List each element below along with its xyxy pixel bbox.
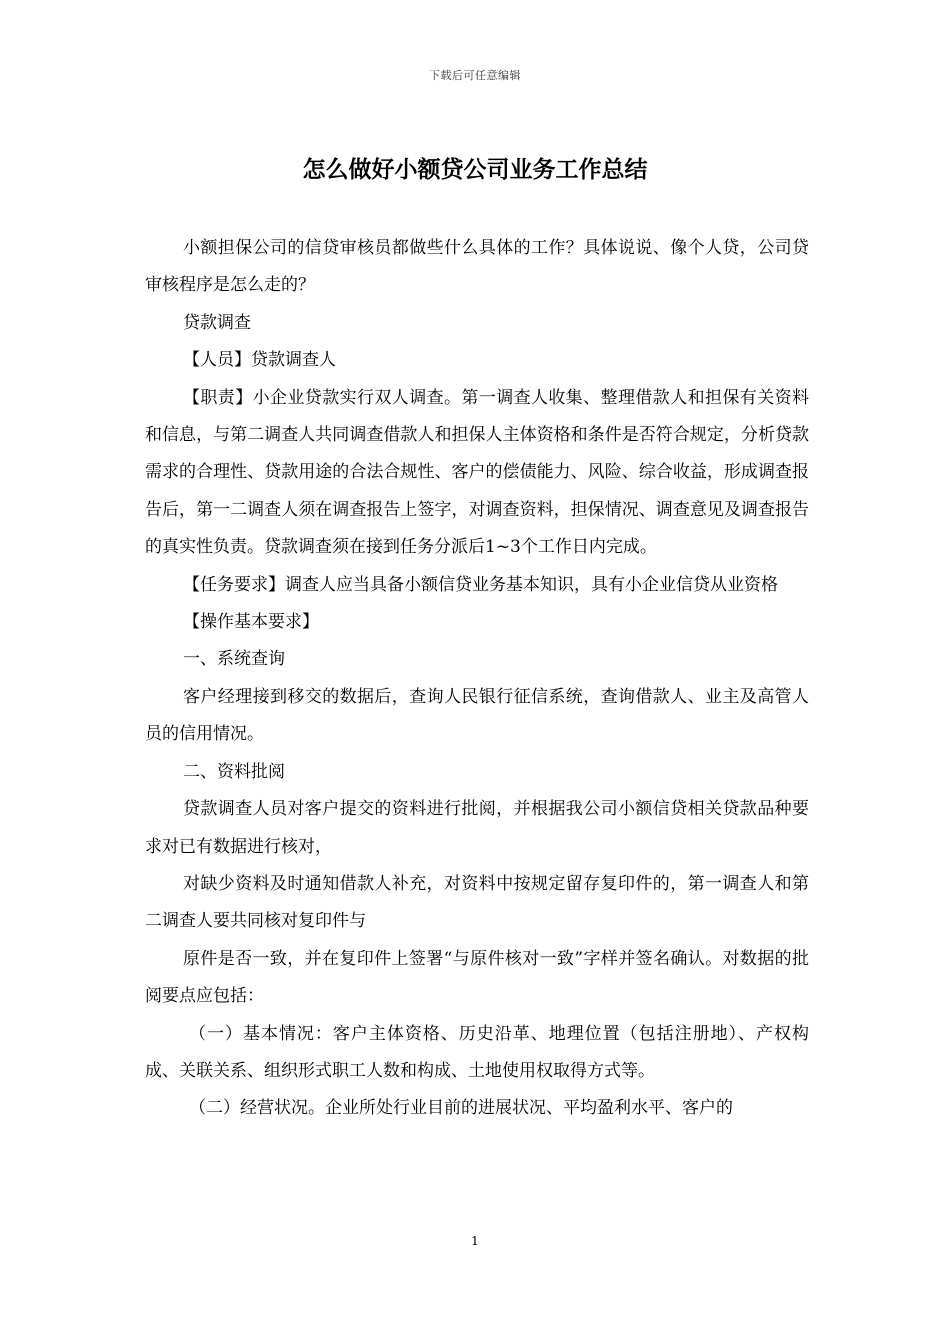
paragraph-system-query: 客户经理接到移交的数据后，查询人民银行征信系统，查询借款人、业主及高管人员的信用情况。 (145, 686, 809, 745)
section-heading-loan-investigation: 贷款调查 (183, 312, 251, 333)
paragraph-document-review: 贷款调查人员对客户提交的资料进行批阅，并根据我公司小额信贷相关贷款品种要求对已有数据进行核对， (145, 799, 809, 857)
section-heading-system-query: 一、系统查询 (183, 649, 285, 670)
document-title: 怎么做好小额贷公司业务工作总结 (302, 157, 648, 183)
page-header-note: 下载后可任意编辑 (429, 69, 521, 82)
paragraph-task-requirements: 【任务要求】调查人应当具备小额信贷业务基本知识，具有小企业信贷从业资格 (183, 574, 778, 595)
paragraph-operating-status: （二）经营状况。企业所处行业目前的进展状况、平均盈利水平、客户的 (189, 1098, 733, 1119)
paragraph-intro-question: 小额担保公司的信贷审核员都做些什么具体的工作？具体说说、像个人贷，公司贷审核程序是怎么走的？ (145, 238, 809, 296)
paragraph-operation-requirements: 【操作基本要求】 (183, 612, 319, 633)
paragraph-duties: 【职责】小企业贷款实行双人调查。第一调查人收集、整理借款人和担保有关资料和信息，与第二调查人共同调查借款人和担保人主体资格和条件是否符合规定，分析贷款需求的合理性、贷款用途的合法合规性、客户的偿债能力、风险、综合收益，形成调查报告后，第一二调查人须在调查报告上签字，对调查资料，担保情况、调查意见及调查报告的真实性负责。贷款调查须在接到任务分派后1~3个工作日内完成。 (145, 387, 809, 558)
section-heading-document-review: 二、资料批阅 (183, 761, 285, 782)
document-body (145, 230, 809, 1128)
paragraph-personnel: 【人员】贷款调查人 (183, 350, 336, 371)
paragraph-missing-documents: 对缺少资料及时通知借款人补充，对资料中按规定留存复印件的，第一调查人和第二调查人要共同核对复印件与 (145, 873, 809, 932)
page-number: 1 (471, 1234, 479, 1248)
paragraph-basic-situation: （一）基本情况：客户主体资格、历史沿革、地理位置（包括注册地）、产权构成、关联关系、组织形式职工人数和构成、土地使用权取得方式等。 (145, 1023, 809, 1081)
paragraph-original-verification: 原件是否一致，并在复印件上签署“与原件核对一致”字样并签名确认。对数据的批阅要点应包括： (145, 948, 809, 1007)
